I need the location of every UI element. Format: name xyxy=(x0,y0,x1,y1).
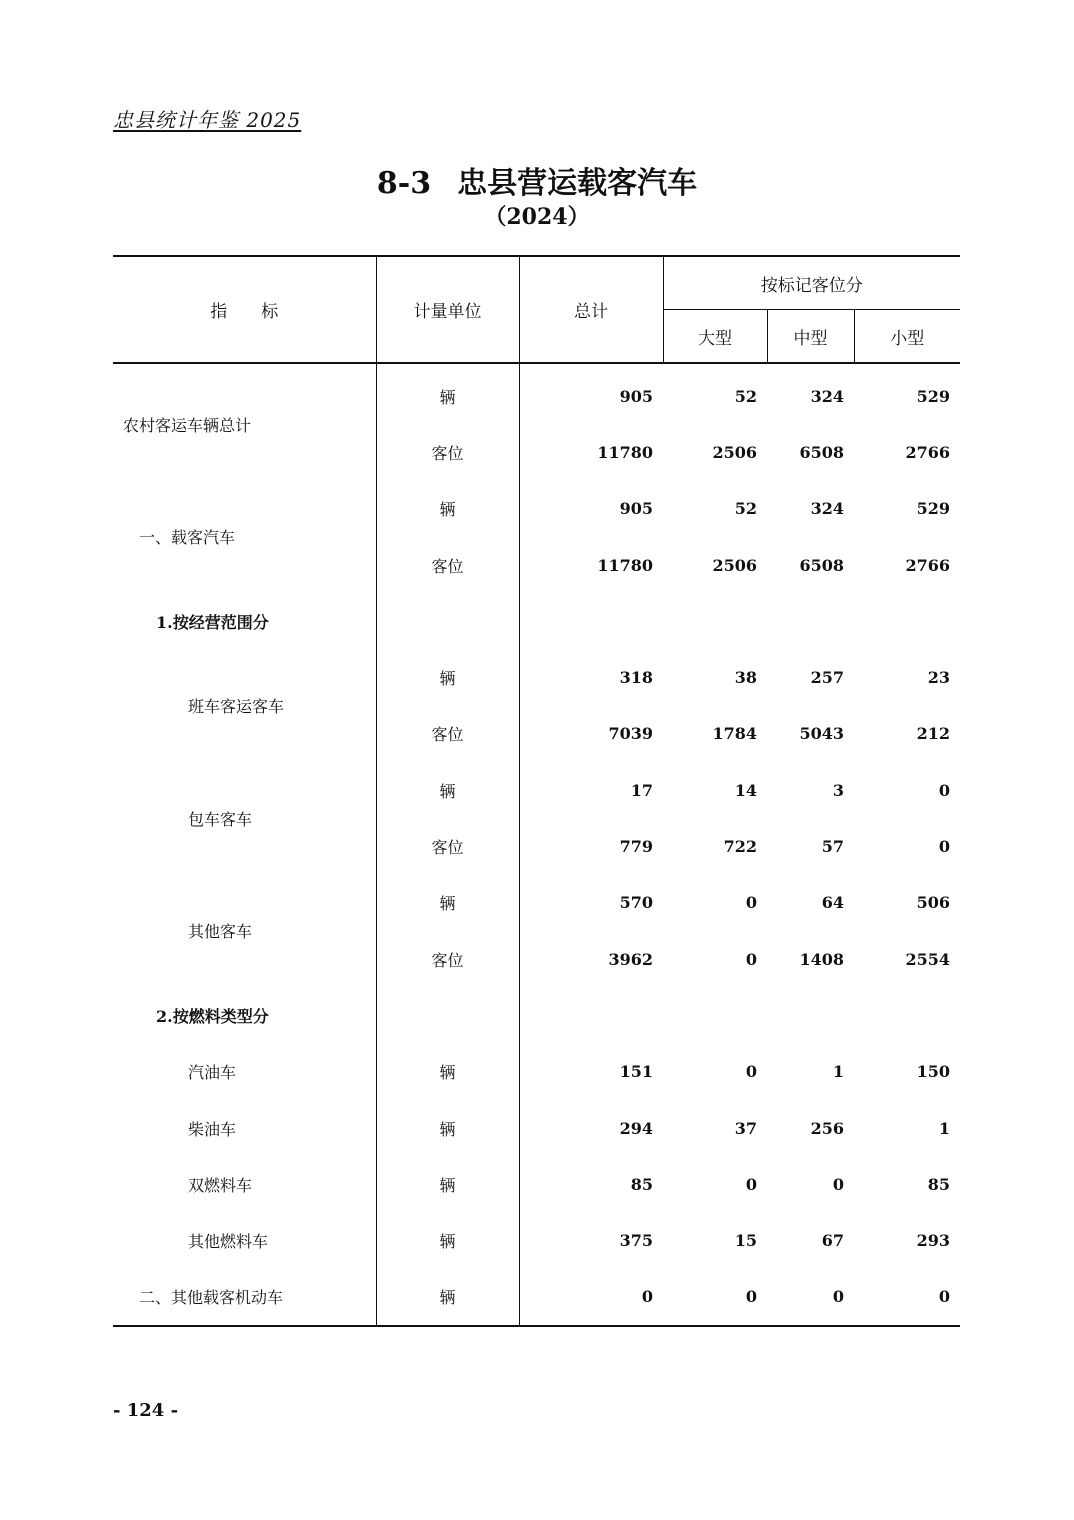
table-number: 8-3 xyxy=(376,166,432,201)
cell-small: 0 xyxy=(854,1269,960,1326)
cell-medium: 67 xyxy=(821,1231,844,1251)
cell-small: 2766 xyxy=(905,555,951,575)
table-title xyxy=(0,158,1074,202)
cell-unit: 辆 xyxy=(376,1044,519,1100)
cell-small: 212 xyxy=(916,724,951,744)
cell-unit: 辆 xyxy=(376,1212,519,1268)
cell-total: 318 xyxy=(519,649,663,705)
cell-small xyxy=(854,987,960,1043)
cell-unit: 客位 xyxy=(376,818,519,874)
cell-total: 17 xyxy=(519,762,663,818)
header-large: 大型 xyxy=(663,310,767,364)
header-unit: 计量单位 xyxy=(376,256,519,363)
cell-total: 779 xyxy=(519,818,663,874)
cell-large: 0 xyxy=(745,1062,757,1082)
header-medium: 中型 xyxy=(767,310,854,364)
row-label: 一、载客汽车 xyxy=(139,528,236,548)
data-table-container xyxy=(113,255,960,1327)
cell-medium: 324 xyxy=(810,386,844,406)
table-body xyxy=(113,363,960,1326)
cell-total: 905 xyxy=(519,481,663,537)
cell-large: 52 xyxy=(734,386,757,406)
row-label: 其他燃料车 xyxy=(188,1232,269,1252)
cell-medium: 57 xyxy=(821,837,844,857)
cell-large: 0 xyxy=(663,1269,767,1326)
cell-small: 85 xyxy=(927,1174,951,1194)
table-row xyxy=(113,987,960,1043)
page-number: - 124 - xyxy=(113,1400,179,1421)
cell-unit: 辆 xyxy=(376,1100,519,1156)
table-row xyxy=(113,1100,960,1156)
cell-medium: 6508 xyxy=(799,442,844,462)
cell-large: 2506 xyxy=(712,555,757,575)
cell-total: 3962 xyxy=(519,931,663,987)
table-row xyxy=(113,1044,960,1100)
table-row xyxy=(113,875,960,931)
cell-large: 15 xyxy=(734,1231,757,1251)
cell-unit: 客位 xyxy=(376,424,519,480)
cell-unit: 辆 xyxy=(376,481,519,537)
cell-medium: 3 xyxy=(832,780,844,800)
cell-small: 529 xyxy=(916,386,951,406)
row-label: 二、其他载客机动车 xyxy=(113,1269,376,1326)
cell-large: 52 xyxy=(734,499,757,519)
cell-unit: 客位 xyxy=(376,537,519,593)
data-table xyxy=(113,255,960,1327)
cell-total xyxy=(519,987,663,1043)
cell-unit: 辆 xyxy=(376,1269,519,1326)
cell-unit xyxy=(376,593,519,649)
cell-small: 529 xyxy=(916,499,951,519)
cell-unit: 辆 xyxy=(376,1156,519,1212)
cell-large: 14 xyxy=(734,780,757,800)
cell-unit: 辆 xyxy=(376,762,519,818)
table-row xyxy=(113,1269,960,1326)
table-row xyxy=(113,762,960,818)
cell-medium: 1 xyxy=(832,1062,844,1082)
cell-total: 7039 xyxy=(519,706,663,762)
cell-medium: 324 xyxy=(810,499,844,519)
table-row xyxy=(113,1156,960,1212)
cell-small: 150 xyxy=(916,1062,951,1082)
cell-total xyxy=(519,593,663,649)
row-label: 其他客车 xyxy=(188,922,253,942)
row-label: 汽油车 xyxy=(188,1063,237,1083)
cell-total: 905 xyxy=(519,363,663,424)
cell-large: 2506 xyxy=(712,442,757,462)
table-row xyxy=(113,363,960,424)
cell-total: 375 xyxy=(519,1212,663,1268)
cell-unit: 辆 xyxy=(376,875,519,931)
table-row xyxy=(113,1212,960,1268)
cell-large xyxy=(663,987,767,1043)
row-label: 班车客运客车 xyxy=(188,697,285,717)
row-label: 农村客运车辆总计 xyxy=(123,415,252,435)
cell-small: 293 xyxy=(916,1231,951,1251)
cell-unit xyxy=(376,987,519,1043)
row-label: 双燃料车 xyxy=(188,1175,253,1195)
cell-total: 0 xyxy=(519,1269,663,1326)
cell-small: 0 xyxy=(938,780,951,800)
row-label: 2.按燃料类型分 xyxy=(156,1006,269,1026)
cell-total: 294 xyxy=(519,1100,663,1156)
header-total: 总计 xyxy=(519,256,663,363)
cell-large: 0 xyxy=(745,1174,757,1194)
cell-total: 151 xyxy=(519,1044,663,1100)
cell-medium: 1408 xyxy=(799,949,844,969)
cell-small xyxy=(854,593,960,649)
cell-medium: 6508 xyxy=(799,555,844,575)
cell-medium: 257 xyxy=(810,668,844,688)
cell-small: 0 xyxy=(938,837,951,857)
row-label: 1.按经营范围分 xyxy=(156,612,269,632)
cell-small: 23 xyxy=(927,668,951,688)
table-row xyxy=(113,649,960,705)
cell-medium: 0 xyxy=(767,1269,854,1326)
cell-total: 11780 xyxy=(519,537,663,593)
cell-medium: 0 xyxy=(832,1174,844,1194)
cell-small: 2766 xyxy=(905,442,951,462)
row-label: 包车客车 xyxy=(188,809,253,829)
cell-medium: 64 xyxy=(821,893,844,913)
cell-large: 0 xyxy=(745,949,757,969)
cell-small: 506 xyxy=(916,893,951,913)
header-group: 按标记客位分 xyxy=(663,256,960,310)
cell-medium xyxy=(767,987,854,1043)
header-indicator: 指 标 xyxy=(113,256,376,363)
row-label: 柴油车 xyxy=(188,1119,237,1139)
cell-large: 722 xyxy=(723,837,757,857)
cell-medium xyxy=(767,593,854,649)
cell-unit: 客位 xyxy=(376,706,519,762)
cell-large: 38 xyxy=(734,668,757,688)
cell-unit: 辆 xyxy=(376,649,519,705)
cell-large xyxy=(663,593,767,649)
table-row xyxy=(113,481,960,537)
running-head: 忠县统计年鉴 2025 xyxy=(113,108,302,132)
cell-total: 11780 xyxy=(519,424,663,480)
cell-large: 37 xyxy=(734,1118,757,1138)
cell-medium: 5043 xyxy=(799,724,844,744)
header-small: 小型 xyxy=(854,310,960,364)
cell-unit: 客位 xyxy=(376,931,519,987)
cell-small: 1 xyxy=(938,1118,951,1138)
cell-total: 85 xyxy=(519,1156,663,1212)
cell-large: 0 xyxy=(745,893,757,913)
table-row xyxy=(113,593,960,649)
cell-large: 1784 xyxy=(712,724,757,744)
table-title-text: 忠县营运载客汽车 xyxy=(457,166,698,201)
cell-unit: 辆 xyxy=(376,363,519,424)
table-year: （2024） xyxy=(484,204,590,230)
cell-total: 570 xyxy=(519,875,663,931)
cell-small: 2554 xyxy=(905,949,951,969)
cell-medium: 256 xyxy=(810,1118,844,1138)
